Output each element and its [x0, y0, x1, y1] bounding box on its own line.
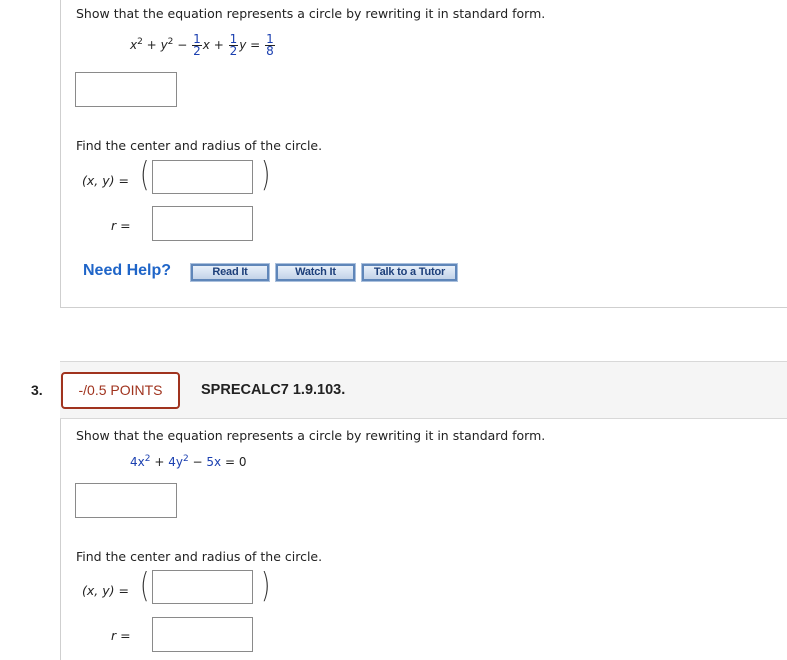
eq-plus: +	[154, 455, 165, 469]
radius-label	[111, 628, 131, 643]
eq-term: 4x	[130, 455, 145, 469]
eq-sign: =	[120, 218, 131, 233]
open-paren: (	[139, 155, 150, 195]
center-radius-prompt: Find the center and radius of the circle.	[76, 549, 323, 564]
problem-code: SPRECALC7 1.9.103.	[201, 382, 346, 398]
eq-exp: 2	[144, 454, 151, 464]
eq-sign: =	[118, 173, 129, 188]
points-badge: -/0.5 POINTS	[61, 372, 180, 409]
radius-label-text: r	[111, 628, 117, 643]
read-it-button[interactable]: Read It	[191, 264, 269, 281]
frac-den: 2	[193, 44, 201, 58]
talk-to-tutor-button[interactable]: Talk to a Tutor	[362, 264, 457, 281]
close-paren: )	[260, 566, 271, 606]
eq-sign: =	[118, 583, 129, 598]
frac-den: 8	[266, 44, 274, 58]
radius-label-text: r	[111, 218, 117, 233]
fraction	[265, 34, 275, 57]
eq-x: x	[130, 38, 138, 52]
eq-exp: 2	[137, 37, 143, 47]
close-paren: )	[260, 155, 271, 195]
frac-den: 2	[229, 44, 238, 58]
question-number: 3.	[31, 382, 43, 398]
radius-input[interactable]	[152, 206, 253, 241]
eq-term: 5x	[206, 455, 222, 469]
circle-equation	[130, 34, 276, 57]
need-help-label: Need Help?	[83, 262, 172, 279]
eq-equals: =	[250, 38, 261, 52]
fraction	[192, 34, 202, 57]
eq-y: y	[160, 38, 168, 52]
center-label	[82, 583, 129, 598]
eq-exp: 2	[167, 37, 174, 47]
center-radius-prompt: Find the center and radius of the circle.	[76, 138, 323, 153]
eq-minus: −	[192, 455, 203, 469]
problem-prompt: Show that the equation represents a circle by rewriting it in standard form.	[76, 428, 546, 443]
center-input[interactable]	[152, 160, 253, 194]
eq-equals: =	[224, 455, 236, 469]
center-label-text: (x, y)	[82, 173, 115, 188]
eq-y: y	[239, 38, 247, 52]
radius-label	[111, 218, 131, 233]
fraction	[229, 34, 239, 57]
circle-equation	[130, 455, 247, 469]
problem-prompt: Show that the equation represents a circle by rewriting it in standard form.	[76, 6, 546, 21]
frac-num: 1	[193, 32, 201, 46]
eq-minus: −	[177, 38, 188, 52]
radius-input[interactable]	[152, 617, 253, 652]
eq-plus: +	[146, 38, 157, 52]
eq-plus: +	[213, 38, 224, 52]
panel-border	[60, 419, 61, 660]
eq-exp: 2	[182, 454, 189, 464]
standard-form-input[interactable]	[75, 483, 177, 518]
frac-num: 1	[229, 32, 238, 46]
center-label-text: (x, y)	[82, 583, 115, 598]
eq-sign: =	[120, 628, 131, 643]
eq-x: x	[202, 38, 210, 52]
watch-it-button[interactable]: Watch It	[276, 264, 355, 281]
open-paren: (	[139, 566, 150, 606]
eq-rhs: 0	[238, 455, 247, 469]
center-input[interactable]	[152, 570, 253, 604]
center-label	[82, 173, 129, 188]
standard-form-input[interactable]	[75, 72, 177, 107]
eq-term: 4y	[168, 455, 183, 469]
frac-num: 1	[266, 32, 274, 46]
